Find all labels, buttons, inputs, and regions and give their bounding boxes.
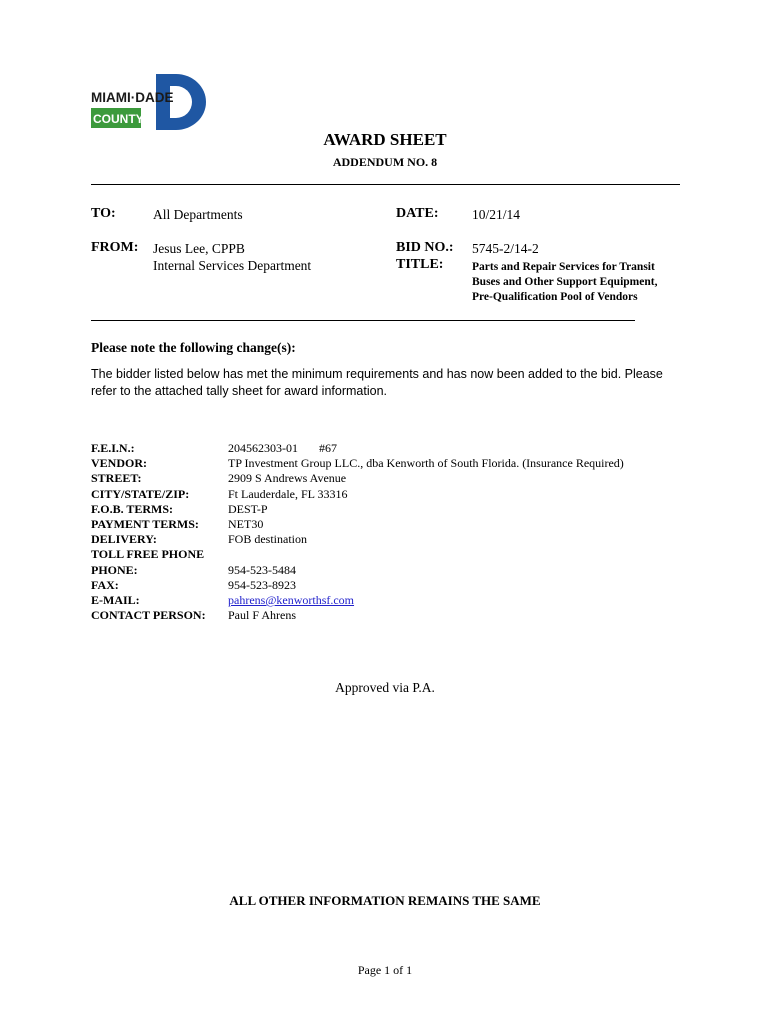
vendor-row <box>91 471 624 486</box>
bid-number-label: BID NO.: <box>396 240 454 255</box>
vendor-row <box>91 563 624 578</box>
vendor-row <box>91 578 624 593</box>
field-value: TP Investment Group LLC., dba Kenworth of South Florida. (Insurance Required) <box>228 456 624 471</box>
field-value: NET30 <box>228 517 264 532</box>
field-label: E-MAIL: <box>91 593 140 608</box>
date-value: 10/21/14 <box>472 207 521 222</box>
vendor-row <box>91 532 624 547</box>
paragraph-line: The bidder listed below has met the minimum requirements and has now been added to the bid. Please <box>91 367 663 381</box>
field-value: 2909 S Andrews Avenue <box>228 471 347 486</box>
field-value: 204562303-01 #67 <box>228 441 337 455</box>
vendor-row <box>91 517 624 532</box>
svg-text:MIAMI·DADE: MIAMI·DADE <box>91 90 174 105</box>
field-value: FOB destination <box>228 532 308 547</box>
from-label: FROM: <box>91 240 139 255</box>
field-value: Paul F Ahrens <box>228 608 297 623</box>
field-label: F.O.B. TERMS: <box>91 501 174 516</box>
field-label: CITY/STATE/ZIP: <box>91 486 190 501</box>
field-label: PHONE: <box>91 562 138 577</box>
miami-dade-county-logo <box>90 74 210 130</box>
field-label: CONTACT PERSON: <box>91 608 206 623</box>
field-label: STREET: <box>91 471 142 486</box>
bid-number-value: 5745-2/14-2 <box>472 241 539 256</box>
vendor-row <box>91 441 624 456</box>
vendor-row <box>91 487 624 502</box>
to-label: TO: <box>91 206 116 221</box>
field-value: 954-523-8923 <box>228 577 296 592</box>
document-title: AWARD SHEET <box>323 130 447 149</box>
header-divider <box>91 184 680 185</box>
field-label: TOLL FREE PHONE <box>91 547 205 562</box>
vendor-info-table <box>91 441 624 623</box>
changes-heading: Please note the following change(s): <box>91 340 296 355</box>
from-name: Jesus Lee, CPPB <box>153 241 245 256</box>
bid-title-line: Pre-Qualification Pool of Vendors <box>472 291 638 303</box>
field-label: DELIVERY: <box>91 532 157 547</box>
from-department: Internal Services Department <box>153 258 312 273</box>
field-value: 954-523-5484 <box>228 562 296 577</box>
bid-title-label: TITLE: <box>396 257 444 272</box>
vendor-row <box>91 456 624 471</box>
approved-note: Approved via P.A. <box>335 680 435 695</box>
section-divider <box>91 320 635 321</box>
page-number: Page 1 of 1 <box>357 963 413 977</box>
vendor-row <box>91 608 624 623</box>
svg-text:COUNTY: COUNTY <box>93 112 144 126</box>
changes-paragraph <box>91 366 681 400</box>
field-label: PAYMENT TERMS: <box>91 517 199 532</box>
email-link[interactable]: pahrens@kenworthsf.com <box>228 593 355 608</box>
field-value: Ft Lauderdale, FL 33316 <box>228 486 348 501</box>
field-label: F.E.I.N.: <box>91 441 135 455</box>
field-label: VENDOR: <box>91 456 147 471</box>
field-value: DEST-P <box>228 501 268 516</box>
remains-same-note: ALL OTHER INFORMATION REMAINS THE SAME <box>229 893 541 908</box>
vendor-row <box>91 502 624 517</box>
bid-title-line: Parts and Repair Services for Transit <box>472 261 655 273</box>
to-value: All Departments <box>153 207 243 222</box>
field-label: FAX: <box>91 577 119 592</box>
paragraph-line: refer to the attached tally sheet for award information. <box>91 384 387 398</box>
vendor-row <box>91 547 624 562</box>
bid-title-value <box>472 260 657 305</box>
vendor-row <box>91 593 624 608</box>
addendum-number: ADDENDUM NO. 8 <box>332 155 438 169</box>
bid-title-line: Buses and Other Support Equipment, <box>472 276 658 288</box>
date-label: DATE: <box>396 206 439 221</box>
